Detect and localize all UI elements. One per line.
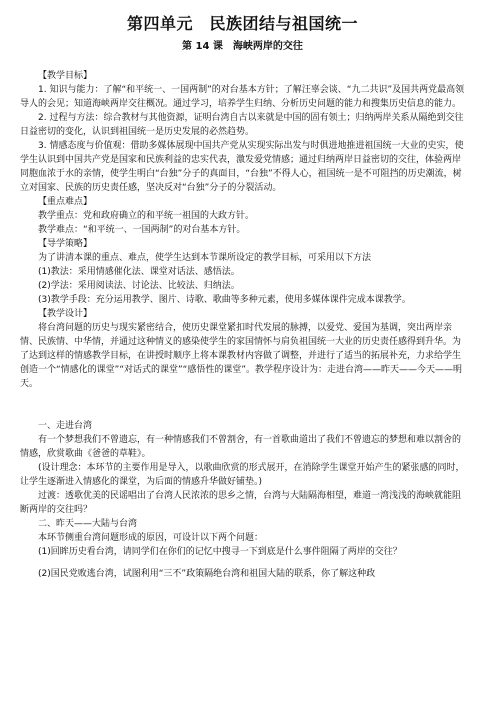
section-heading-objectives: 【教学目标】 xyxy=(38,71,93,81)
lesson-title: 第 14 课 海峡两岸的交往 xyxy=(182,41,303,52)
section-heading-strategy: 【导学策略】 xyxy=(38,239,93,249)
paragraph: (1)回眸历史看台湾，请同学们在你们的记忆中搜寻一下到底是什么事件阻隔了两岸的交往？ xyxy=(38,547,402,557)
paragraph: 为了讲清本课的重点、难点，使学生达到本节课所设定的教学目标，可采用以下方法 xyxy=(38,253,372,263)
paragraph: 1. 知识与能力：了解“和平统一、一国两制”的对台基本方针；了解汪辜会谈、“九二共识”及国共两党最高领导人的会见；知道海峡两岸交往概况。通过学习，培养学生归纳、分析历史问题的能力和搜集历史信息的能力。 xyxy=(20,85,465,109)
section-heading-part-one: 一、走进台湾 xyxy=(38,421,93,431)
unit-title: 第四单元 民族团结与祖国统一 xyxy=(126,14,358,33)
section-heading-design: 【教学设计】 xyxy=(38,309,93,319)
paragraph: 有一个梦想我们不曾遗忘，有一种情感我们不曾割舍，有一首歌曲道出了我们不曾遗忘的梦想和难以割舍的情感，欣赏歌曲《爸爸的草鞋》。 xyxy=(20,435,462,459)
paragraph: 2. 过程与方法：综合教材与其他资源，证明台湾自古以来就是中国的固有领土；归纳两岸关系从隔绝到交往日益密切的变化，认识到祖国统一是历史发展的必然趋势。 xyxy=(20,113,464,137)
paragraph: (设计理念：本环节的主要作用是导入，以歌曲欣赏的形式展开，在消除学生课堂开始产生的紧张感的同时，让学生逐渐进入情感化的课堂，为后面的情感升华做好铺垫。) xyxy=(20,463,465,487)
spacer xyxy=(20,391,465,419)
paragraph: 3. 情感态度与价值观：借助多媒体展现中国共产党从实现实际出发与时俱进地推进祖国统一大业的史实，使学生认识到中国共产党是国家和民族利益的忠实代表，激发爱党情感；通过归纳两岸日益密切的交往，体验两岸同胞血浓于水的亲情，使学生明白“台独”分子的真面目，“台独”不得人心，祖国统一是不可阻挡的历史潮流，树立对国家、民族的历史责任感，坚决反对“台独”分子的分裂活动。 xyxy=(20,141,464,193)
paragraph: 教学难点：“和平统一、一国两制”的对台基本方针。 xyxy=(38,225,246,235)
section-heading-key-points: 【重点难点】 xyxy=(38,197,93,207)
paragraph: (2)国民党败逃台湾，试图利用“三不”政策隔绝台湾和祖国大陆的联系，你了解这种政 xyxy=(38,569,376,579)
paragraph: 教学重点：党和政府确立的和平统一祖国的大政方针。 xyxy=(38,211,255,221)
spacer xyxy=(20,559,465,567)
paragraph: (2)学法：采用阅读法、讨论法、比较法、归纳法。 xyxy=(38,281,240,291)
paragraph: 本环节侧重台湾问题形成的原因，可设计以下两个问题： xyxy=(38,533,264,543)
paragraph: (1)教法：采用情感催化法、课堂对话法、感悟法。 xyxy=(38,267,240,277)
paragraph: 将台湾问题的历史与现实紧密结合，使历史课堂紧扣时代发展的脉搏，以爱党、爱国为基调，突出两岸亲情、民族情、中华情，并通过这种情义的感染使学生的家国情怀与肩负祖国统一大业的历史责任感得到升华。为了达到这样的情感教学目标，在讲授时顺序上将本课教材内容做了调整，并进行了适当的拓展补充，力求给学生创造一个“情感化的课堂”“对话式的课堂”“感悟性的课堂”。教学程序设计为：走进台湾——昨天——今天——明天。 xyxy=(20,323,462,389)
paragraph: 过渡：透歌优美的民谣唱出了台湾人民浓浓的思乡之情，台湾与大陆隔海相望，难道一湾浅浅的海峡就能阻断两岸的交往吗？ xyxy=(20,491,462,515)
paragraph: (3)教学手段：充分运用教学、图片、诗歌、歌曲等多种元素，使用多媒体课件完成本课教学。 xyxy=(38,295,411,305)
section-heading-part-two: 二、昨天——大陆与台湾 xyxy=(38,519,138,529)
